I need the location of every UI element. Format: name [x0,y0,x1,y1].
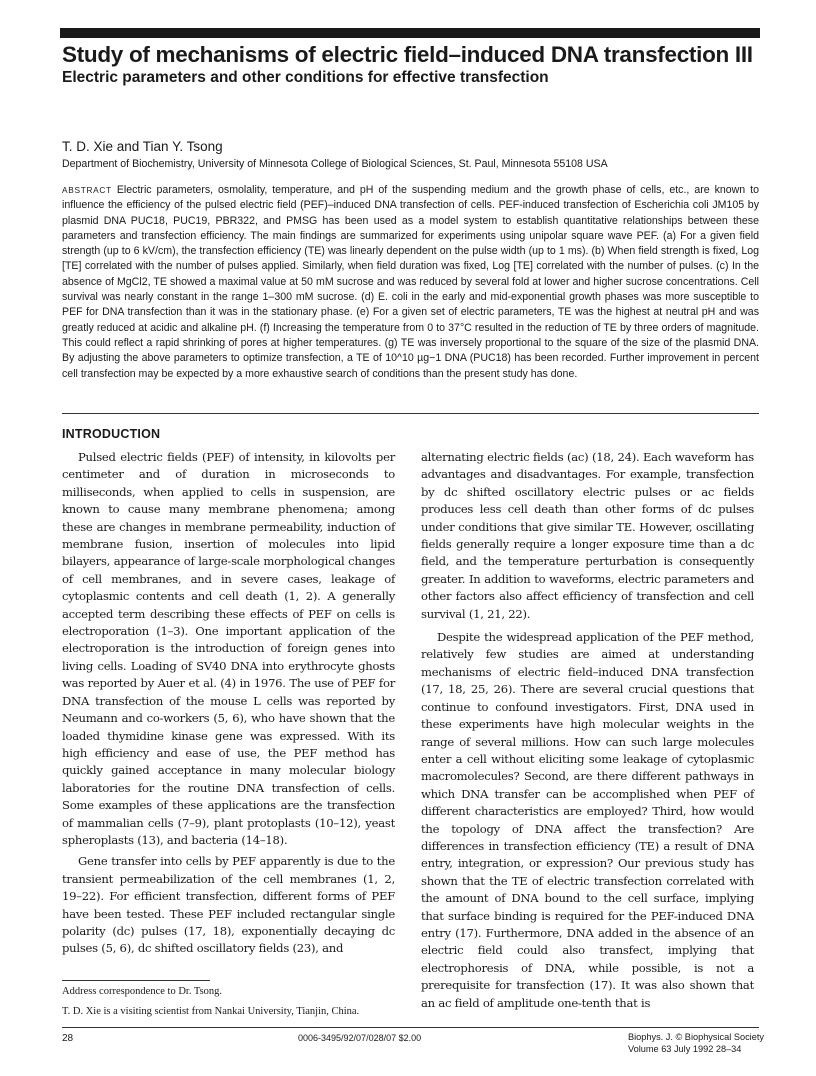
intro-paragraph: Gene transfer into cells by PEF apparently is due to the transient permeabilization of the cell membranes (1, 2, 19–22). For efficient transfection, different forms of PEF have been tested. These PEF included rectangular single polarity (dc) pulses (17, 18), exponentially decaying dc pulses (5, 6), dc shifted oscillatory fields (23), and [62,854,395,956]
section-divider [62,413,759,414]
abstract [62,183,759,382]
journal-citation [628,1031,768,1055]
journal-name: Biophys. J. © Biophysical Society [628,1032,764,1042]
abstract-label: ABSTRACT [62,185,112,195]
abstract-text: Electric parameters, osmolality, temperature, and pH of the suspending medium and the growth phase of cells, etc., are known to influence the efficiency of the pulsed electric field (PEF)–induced DNA transfection of cells. PEF-induced transfection of Escherichia coli JM105 by plasmid DNA PUC18, PUC19, PBR322, and PMSG has been used as a model system to establish quantitative relationships between these parameters and transfection efficiency. The main findings are summarized for experiments using unipolar square wave PEF. (a) For a given field strength (up to 6 kV/cm), the transfection efficiency (TE) was linearly dependent on the pulse width (up to 1 ms). (b) When field strength is fixed, Log [TE] correlated with the number of pulses applied. Similarly, when field duration was fixed, Log [TE] correlated with the number of pulses. (c) In the absence of MgCl2, TE showed a maximal value at 50 mM sucrose and was reduced by several fold at lower and higher sucrose concentrations. Cell survival was nearly constant in the range 1–300 mM sucrose. (d) E. coli in the early and mid-exponential growth phases was more susceptible to PEF for DNA transfection than it was in the stationary phase. (e) For a given set of electric parameters, TE was the highest at neutral pH and was greatly reduced at acidic and alkaline pH. (f) Increasing the temperature from 0 to 37°C resulted in the reduction of TE by three orders of magnitude. This could reflect a rapid shrinking of pores at higher temperatures. (g) TE was inversely proportional to the square of the size of the plasmid DNA. By adjusting the above parameters to optimize transfection, a TE of 10^10 µg−1 DNA (PUC18) has been recorded. Further improvement in percent cell transfection may be expected by a more exhaustive search of conditions than the present study has done. [62,184,759,380]
issn-code: 0006-3495/92/07/028/07 $2.00 [298,1033,422,1043]
journal-volume: Volume 63 July 1992 28–34 [628,1044,742,1054]
intro-paragraph: Despite the widespread application of the PEF method, relatively few studies are aimed at understanding mechanisms of electric field–induced DNA transfection (17, 18, 25, 26). There are several crucial questions that continue to confound investigators. First, DNA used in these experiments have high molecular weights in the range of several millions. How can such large molecules enter a cell without eliciting some leakage of cytoplasmic macromolecules? Second, are there different pathways in which DNA transfer can be accomplished when PEF of different characteristics are employed? Third, how would the topology of DNA affect the transfection? Are differences in transfection efficiency (TE) a result of DNA entry, integration, or expression? Our previous study has shown that the TE of electric transfection correlated with the amount of DNA bound to the cell surface, implying that surface binding is required for the PEF-induced DNA entry (17). Furthermore, DNA added in the absence of an electric field could also transfect, implying that electrophoresis of DNA, while possible, is not a prerequisite for transfection (17). It was also shown that an ac field of amplitude one-tenth that is [421,630,754,1010]
page-number: 28 [62,1033,74,1044]
left-column [62,449,395,958]
footer-divider [62,1027,759,1028]
intro-paragraph: Pulsed electric fields (PEF) of intensity, in kilovolts per centimeter and of duration in microseconds to milliseconds, when applied to cells in suspension, are known to cause many membrane phenomena; among these are changes in membrane permeability, induction of membrane fusion, insertion of molecules into lipid bilayers, appearance of large-scale morphological changes of cell membranes, and in severe cases, leakage of cytoplasmic contents and cell death (1, 2). A generally accepted term describing these effects of PEF on cells is electroporation (1–3). One important application of the electroporation is the introduction of foreign genes into living cells. Loading of SV40 DNA into erythrocyte ghosts was reported by Auer et al. (4) in 1976. The use of PEF for DNA transfection of the mouse L cells was reported by Neumann and co-workers (5, 6), who have shown that the loaded thymidine kinase gene was expressed. With its high efficiency and ease of use, the PEF method has quickly gained acceptance in many molecular biology laboratories for the routine DNA transfection of cells. Some examples of these applications are the transfection of mammalian cells (7–9), plant protoplasts (10–12), yeast spheroplasts (13), and bacteria (14–18). [62,450,395,847]
authors: T. D. Xie and Tian Y. Tsong [62,139,223,154]
section-heading-introduction: INTRODUCTION [62,427,161,441]
footnote-divider [62,980,210,981]
article-subtitle: Electric parameters and other conditions for effective transfection [62,69,549,86]
footnote-correspondence: Address correspondence to Dr. Tsong. [62,986,223,997]
right-column [421,449,754,1012]
title-bar-decoration [60,28,760,38]
intro-paragraph: alternating electric fields (ac) (18, 24). Each waveform has advantages and disadvantages. For example, transfection by dc shifted oscillatory electric pulses or ac fields produces less cell death than other forms of dc pulses under conditions that give similar TE. However, oscillating fields generally require a longer exposure time than a dc field, and the temperature perturbation is consequently greater. In addition to waveforms, electric parameters and other factors also affect efficiency of transfection and cell survival (1, 21, 22). [421,450,754,621]
affiliation: Department of Biochemistry, University of Minnesota College of Biological Sciences, St. Paul, Minnesota 55108 USA [62,158,608,170]
article-title: Study of mechanisms of electric field–induced DNA transfection III [62,42,753,67]
footnotes [62,985,402,1019]
footnote-affiliation: T. D. Xie is a visiting scientist from Nankai University, Tianjin, China. [62,1006,360,1017]
